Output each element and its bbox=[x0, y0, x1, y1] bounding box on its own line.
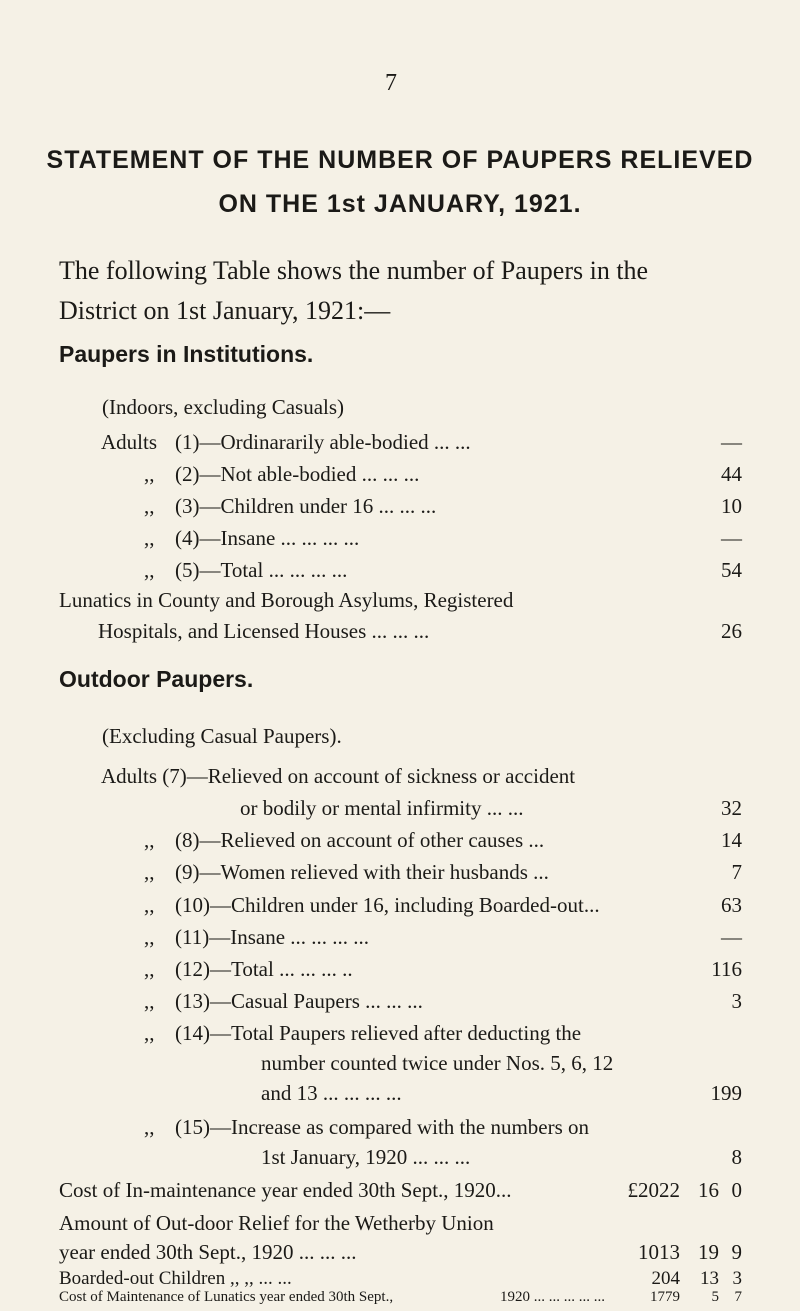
outdoor-heading: Outdoor Paupers. bbox=[59, 666, 254, 692]
row-9-label: (9)—Women relieved with their husbands ... bbox=[175, 860, 549, 884]
page-number: 7 bbox=[385, 70, 397, 96]
row-14-prefix: ,, bbox=[144, 1021, 155, 1045]
lunatic-cost-pounds: 1779 bbox=[650, 1289, 680, 1305]
row-8-prefix: ,, bbox=[144, 828, 155, 852]
inmaint-shillings: 16 bbox=[698, 1178, 719, 1202]
row-8-value: 14 bbox=[721, 828, 742, 852]
row-7-line-2: or bodily or mental infirmity ... ... bbox=[240, 796, 524, 820]
row-12-prefix: ,, bbox=[144, 957, 155, 981]
row-5-value: 54 bbox=[721, 558, 742, 582]
row-15-line-2: 1st January, 1920 ... ... ... bbox=[261, 1145, 471, 1169]
intro-line-1: The following Table shows the number of Paupers in the bbox=[59, 256, 649, 285]
outdoor-relief-line-2: year ended 30th Sept., 1920 ... ... ... bbox=[59, 1240, 357, 1264]
row-7-value: 32 bbox=[721, 796, 742, 820]
row-15-line-1: (15)—Increase as compared with the numbers on bbox=[175, 1115, 590, 1139]
row-1-value: — bbox=[721, 430, 742, 454]
row-13-label: (13)—Casual Paupers ... ... ... bbox=[175, 989, 423, 1013]
row-3-label: (3)—Children under 16 ... ... ... bbox=[175, 494, 437, 518]
row-14-value: 199 bbox=[710, 1081, 742, 1105]
row-2-prefix: ,, bbox=[144, 462, 155, 486]
row-1-label: (1)—Ordinararily able-bodied ... ... bbox=[175, 430, 471, 454]
inmaint-pounds: £2022 bbox=[627, 1178, 680, 1202]
boarded-shillings: 13 bbox=[700, 1268, 719, 1289]
intro-line-2: District on 1st January, 1921:— bbox=[59, 296, 391, 325]
row-10-label: (10)—Children under 16, including Boarded-out... bbox=[175, 893, 600, 917]
boarded-label: Boarded-out Children ,, ,, ... ... bbox=[59, 1268, 292, 1289]
lunatic-cost-line-1: Cost of Maintenance of Lunatics year ended 30th Sept., bbox=[59, 1289, 394, 1305]
page-title-line-1: STATEMENT OF THE NUMBER OF PAUPERS RELIEVED bbox=[46, 146, 754, 174]
row-15-prefix: ,, bbox=[144, 1115, 155, 1139]
institutions-heading: Paupers in Institutions. bbox=[59, 341, 314, 367]
row-4-value: — bbox=[721, 526, 742, 550]
row-4-prefix: ,, bbox=[144, 526, 155, 550]
outdoor-subheading: (Excluding Casual Paupers). bbox=[102, 724, 342, 748]
institutions-subheading: (Indoors, excluding Casuals) bbox=[102, 395, 345, 419]
row-10-prefix: ,, bbox=[144, 893, 155, 917]
lunatic-cost-shillings: 5 bbox=[711, 1289, 719, 1305]
row-14-line-1: (14)—Total Paupers relieved after deducting the bbox=[175, 1021, 582, 1045]
outdoor-relief-pence: 9 bbox=[731, 1240, 742, 1264]
inmaint-label: Cost of In-maintenance year ended 30th Sept., 1920... bbox=[59, 1178, 512, 1202]
row-9-value: 7 bbox=[731, 860, 742, 884]
row-9-prefix: ,, bbox=[144, 860, 155, 884]
row-1-prefix: Adults bbox=[101, 430, 158, 454]
row-14-line-3: and 13 ... ... ... ... bbox=[261, 1081, 402, 1105]
row-2-label: (2)—Not able-bodied ... ... ... bbox=[175, 462, 420, 486]
row-13-value: 3 bbox=[731, 989, 742, 1013]
row-15-value: 8 bbox=[731, 1145, 742, 1169]
outdoor-relief-shillings: 19 bbox=[698, 1240, 719, 1264]
row-7-line-1: Adults (7)—Relieved on account of sickness or accident bbox=[101, 764, 576, 788]
row-11-label: (11)—Insane ... ... ... ... bbox=[175, 925, 370, 949]
row-11-prefix: ,, bbox=[144, 925, 155, 949]
row-10-value: 63 bbox=[721, 893, 742, 917]
boarded-pounds: 204 bbox=[651, 1268, 680, 1289]
row-8-label: (8)—Relieved on account of other causes ... bbox=[175, 828, 545, 852]
lunatics-line-1: Lunatics in County and Borough Asylums, Registered bbox=[59, 588, 514, 612]
lunatic-cost-line-2: 1920 ... ... ... ... ... bbox=[500, 1289, 605, 1305]
row-12-label: (12)—Total ... ... ... .. bbox=[175, 957, 353, 981]
outdoor-relief-line-1: Amount of Out-door Relief for the Wetherby Union bbox=[59, 1211, 494, 1235]
row-3-prefix: ,, bbox=[144, 494, 155, 518]
lunatics-value: 26 bbox=[721, 619, 742, 643]
boarded-pence: 3 bbox=[732, 1268, 742, 1289]
page-title-line-2: ON THE 1st JANUARY, 1921. bbox=[218, 190, 582, 218]
outdoor-relief-pounds: 1013 bbox=[638, 1240, 680, 1264]
row-4-label: (4)—Insane ... ... ... ... bbox=[175, 526, 360, 550]
row-3-value: 10 bbox=[721, 494, 742, 518]
lunatic-cost-pence: 7 bbox=[734, 1289, 742, 1305]
row-2-value: 44 bbox=[721, 462, 742, 486]
row-12-value: 116 bbox=[711, 957, 742, 981]
row-5-label: (5)—Total ... ... ... ... bbox=[175, 558, 348, 582]
inmaint-pence: 0 bbox=[731, 1178, 742, 1202]
row-13-prefix: ,, bbox=[144, 989, 155, 1013]
row-14-line-2: number counted twice under Nos. 5, 6, 12 bbox=[261, 1051, 614, 1075]
row-11-value: — bbox=[721, 925, 742, 949]
row-5-prefix: ,, bbox=[144, 558, 155, 582]
lunatics-line-2: Hospitals, and Licensed Houses ... ... ... bbox=[98, 619, 430, 643]
